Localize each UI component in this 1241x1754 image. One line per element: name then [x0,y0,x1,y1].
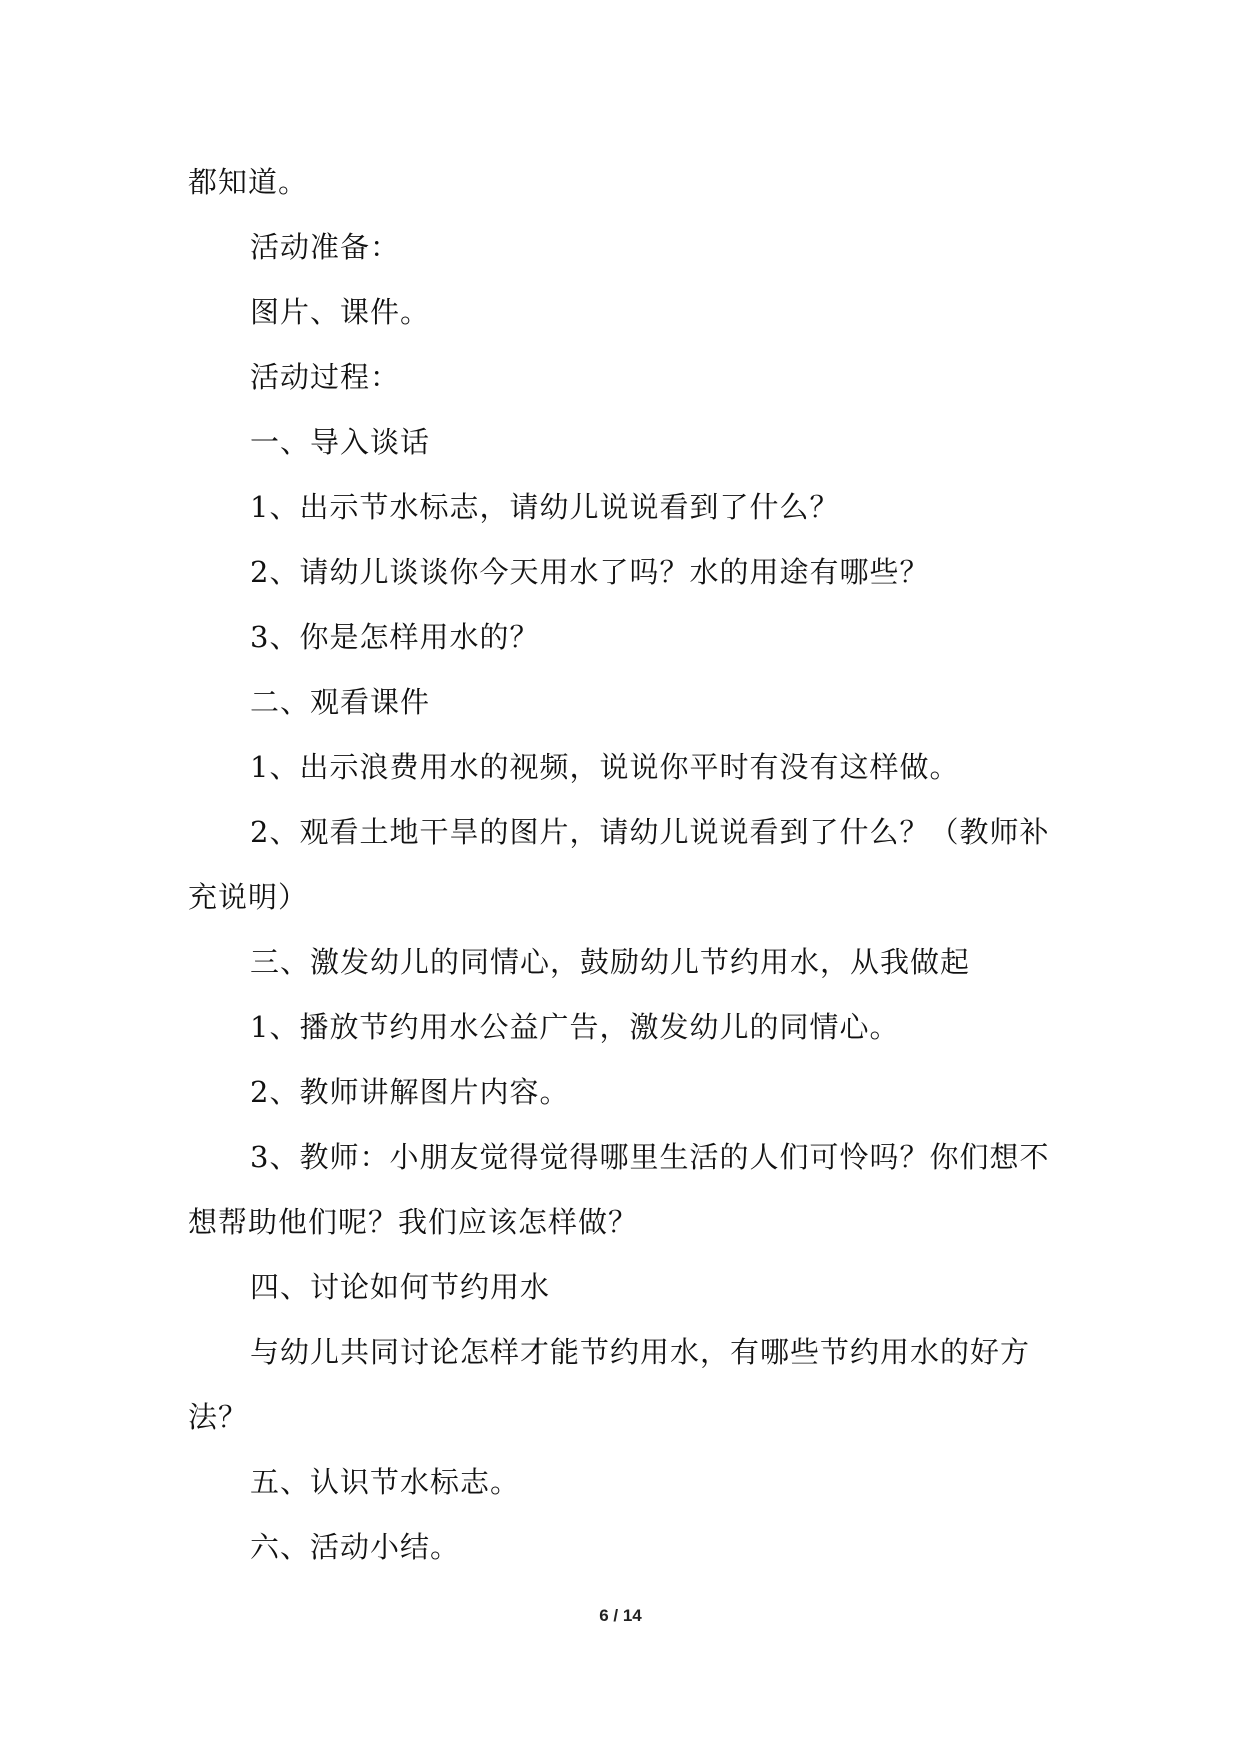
list-item: 3、你是怎样用水的？ [250,620,540,654]
section-heading: 五、认识节水标志。 [250,1465,521,1499]
paragraph: 都知道。 [188,165,309,199]
list-item: 1、出示浪费用水的视频，说说你平时有没有这样做。 [250,750,960,784]
section-heading: 二、观看课件 [250,685,431,719]
section-heading: 四、讨论如何节约用水 [250,1270,551,1304]
paragraph: 与幼儿共同讨论怎样才能节约用水，有哪些节约用水的好方法？ [188,1335,1031,1434]
list-item: 2、观看土地干旱的图片，请幼儿说说看到了什么？（教师补充说明） [188,815,1050,914]
page-number: 6 / 14 [599,1606,642,1625]
list-item: 2、请幼儿谈谈你今天用水了吗？水的用途有哪些？ [250,555,930,589]
section-heading: 一、导入谈话 [250,425,431,459]
section-heading: 三、激发幼儿的同情心，鼓励幼儿节约用水，从我做起 [250,945,971,979]
list-item: 2、教师讲解图片内容。 [250,1075,570,1109]
list-item: 3、教师：小朋友觉得觉得哪里生活的人们可怜吗？你们想不想帮助他们呢？我们应该怎样做？ [188,1140,1050,1239]
heading-activity-preparation: 活动准备： [250,230,401,264]
list-item: 1、出示节水标志，请幼儿说说看到了什么？ [250,490,840,524]
section-heading: 六、活动小结。 [250,1530,461,1564]
document-body [188,150,1052,1580]
list-item: 1、播放节约用水公益广告，激发幼儿的同情心。 [250,1010,900,1044]
paragraph: 图片、课件。 [250,295,431,329]
heading-activity-process: 活动过程： [250,360,401,394]
